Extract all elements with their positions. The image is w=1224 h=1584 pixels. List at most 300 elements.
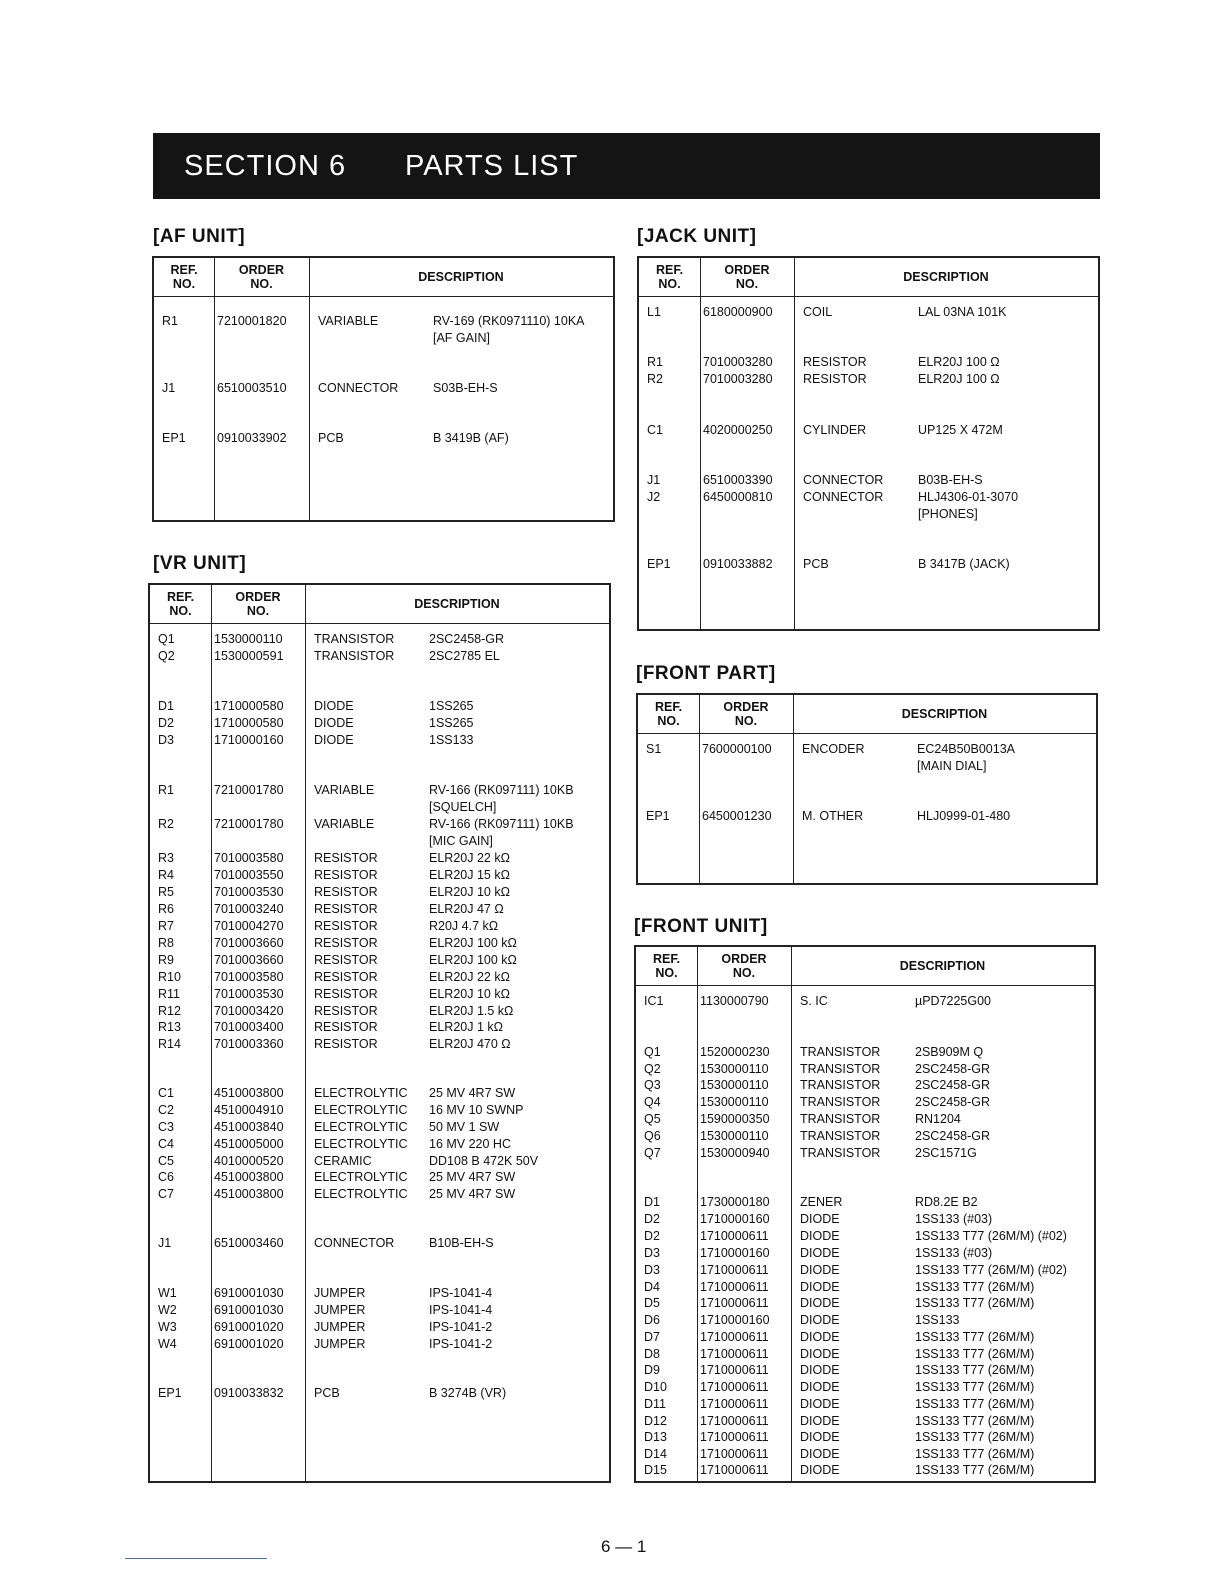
ref-cell: R6 — [158, 902, 174, 916]
order-cell: 7010003400 — [214, 1020, 284, 1034]
order-cell: 6910001030 — [214, 1303, 284, 1317]
table-row — [150, 850, 609, 867]
type-cell: CONNECTOR — [318, 381, 399, 395]
table-row — [150, 1085, 609, 1102]
order-cell: 7010003660 — [214, 953, 284, 967]
description-header: DESCRIPTION — [903, 270, 989, 284]
spec-cell: 1SS133 T77 (26M/M) (#02) — [915, 1229, 1067, 1243]
ref-cell: Q6 — [644, 1129, 661, 1143]
spec-cell: HLJ4306-01-3070 — [918, 490, 1019, 504]
spec-cell: 25 MV 4R7 SW — [429, 1170, 516, 1184]
ref-cell: D15 — [644, 1463, 667, 1477]
spec-cell: ELR20J 100 Ω — [918, 372, 1000, 386]
table-row — [150, 1385, 609, 1402]
ref-cell: R1 — [162, 314, 178, 328]
spec-cell: B 3419B (AF) — [433, 431, 509, 445]
description-header: DESCRIPTION — [899, 959, 986, 973]
type-cell: TRANSISTOR — [800, 1062, 881, 1076]
table-row — [150, 1285, 609, 1302]
ref-cell: S1 — [646, 742, 662, 756]
table-row — [636, 1362, 1094, 1379]
ref-cell: D2 — [644, 1212, 660, 1226]
spec-cell: ELR20J 100 kΩ — [429, 936, 517, 950]
spec-cell: 50 MV 1 SW — [429, 1120, 500, 1134]
table-row — [636, 1312, 1094, 1329]
table-row — [639, 371, 1098, 388]
type-cell: CONNECTOR — [803, 490, 884, 504]
table-row — [636, 1128, 1094, 1145]
spec-cell: 16 MV 220 HC — [429, 1137, 511, 1151]
ref-cell: C7 — [158, 1187, 174, 1201]
order-cell: 1710000160 — [214, 733, 284, 747]
order-cell: 7010003240 — [214, 902, 284, 916]
order-cell: 1520000230 — [700, 1045, 770, 1059]
table-row — [150, 631, 609, 648]
header-divider — [638, 733, 1096, 734]
row-note: [AF GAIN] — [433, 331, 490, 345]
ref-cell: R7 — [158, 919, 174, 933]
ref-cell: Q2 — [644, 1062, 661, 1076]
type-cell: TRANSISTOR — [800, 1112, 881, 1126]
spec-cell: ELR20J 47 Ω — [429, 902, 504, 916]
ref-header — [150, 590, 211, 618]
type-cell: ELECTROLYTIC — [314, 1187, 408, 1201]
table-row — [150, 952, 609, 969]
table-row — [150, 1186, 609, 1203]
vr-unit-table — [148, 583, 611, 1483]
order-cell: 1530000110 — [700, 1095, 769, 1109]
table-row — [150, 732, 609, 749]
order-cell: 1710000611 — [700, 1430, 769, 1444]
type-cell: RESISTOR — [803, 355, 867, 369]
table-row — [150, 1136, 609, 1153]
ref-cell: W1 — [158, 1286, 177, 1300]
type-cell: ELECTROLYTIC — [314, 1170, 408, 1184]
spec-cell: 2SC2458-GR — [915, 1095, 991, 1109]
spec-cell: ELR20J 22 kΩ — [429, 970, 510, 984]
order-header-line2: NO. — [732, 966, 756, 980]
table-row — [636, 1211, 1094, 1228]
ref-cell: C1 — [647, 423, 663, 437]
table-row — [636, 1145, 1094, 1162]
ref-cell: D5 — [644, 1296, 660, 1310]
order-cell: 7010003580 — [214, 970, 284, 984]
ref-cell: D7 — [644, 1330, 660, 1344]
type-cell: RESISTOR — [314, 1037, 378, 1051]
section-banner — [153, 133, 1100, 199]
type-cell: RESISTOR — [314, 919, 378, 933]
order-header-line1: ORDER — [235, 590, 281, 604]
spec-cell: 25 MV 4R7 SW — [429, 1086, 516, 1100]
order-cell: 7010003660 — [214, 936, 284, 950]
spec-cell: B 3274B (VR) — [429, 1386, 507, 1400]
type-cell: CONNECTOR — [803, 473, 884, 487]
table-row — [636, 1094, 1094, 1111]
ref-cell: R2 — [158, 817, 174, 831]
spec-cell: R20J 4.7 kΩ — [429, 919, 499, 933]
table-row — [150, 715, 609, 732]
order-cell: 7010003580 — [214, 851, 284, 865]
ref-cell: R1 — [647, 355, 663, 369]
table-row — [636, 1429, 1094, 1446]
type-cell: RESISTOR — [314, 970, 378, 984]
table-row — [639, 422, 1098, 439]
type-cell: ELECTROLYTIC — [314, 1103, 408, 1117]
table-row — [150, 1102, 609, 1119]
ref-cell: C6 — [158, 1170, 174, 1184]
type-cell: PCB — [318, 431, 344, 445]
table-row — [150, 1153, 609, 1170]
ref-cell: C4 — [158, 1137, 174, 1151]
order-cell: 6510003460 — [214, 1236, 284, 1250]
order-cell: 7010003550 — [214, 868, 284, 882]
description-header: DESCRIPTION — [418, 270, 504, 284]
type-cell: TRANSISTOR — [800, 1045, 881, 1059]
order-cell: 1710000611 — [700, 1330, 769, 1344]
type-cell: RESISTOR — [803, 372, 867, 386]
ref-cell: W3 — [158, 1320, 177, 1334]
ref-header-line1: REF. — [654, 700, 683, 714]
type-cell: CYLINDER — [803, 423, 867, 437]
order-header-line2: NO. — [250, 277, 273, 291]
order-cell: 0910033882 — [703, 557, 773, 571]
table-row — [639, 556, 1098, 573]
ref-cell: EP1 — [158, 1386, 182, 1400]
type-cell: DIODE — [800, 1280, 840, 1294]
table-row — [636, 993, 1094, 1010]
type-cell: DIODE — [800, 1296, 840, 1310]
spec-cell: LAL 03NA 101K — [918, 305, 1007, 319]
spec-cell: 2SC2458-GR — [915, 1129, 991, 1143]
ref-header-line2: NO. — [655, 966, 678, 980]
table-row — [636, 1462, 1094, 1479]
type-cell: RESISTOR — [314, 868, 378, 882]
spec-cell: 1SS133 — [429, 733, 474, 747]
table-row — [154, 313, 613, 330]
type-cell: RESISTOR — [314, 936, 378, 950]
column-divider — [793, 695, 794, 883]
ref-cell: R10 — [158, 970, 181, 984]
spec-cell: 1SS133 T77 (26M/M) — [915, 1380, 1035, 1394]
jack-unit-table — [637, 256, 1100, 631]
ref-cell: D4 — [644, 1280, 660, 1294]
ref-cell: R8 — [158, 936, 174, 950]
spec-cell: RV-166 (RK097111) 10KB — [429, 817, 574, 831]
af-unit-title: [AF UNIT] — [153, 226, 246, 247]
spec-cell: 1SS133 T77 (26M/M) — [915, 1463, 1035, 1477]
table-row — [636, 1077, 1094, 1094]
table-row — [150, 918, 609, 935]
ref-cell: D12 — [644, 1414, 667, 1428]
order-cell: 1710000611 — [700, 1347, 769, 1361]
table-row — [150, 1319, 609, 1336]
order-header — [699, 700, 793, 728]
table-row — [150, 1036, 609, 1053]
spec-cell: B10B-EH-S — [429, 1236, 494, 1250]
table-row — [636, 1245, 1094, 1262]
spec-cell: IPS-1041-4 — [429, 1286, 493, 1300]
spec-cell: 1SS133 T77 (26M/M) — [915, 1347, 1035, 1361]
table-row — [639, 304, 1098, 321]
af-unit-table — [152, 256, 615, 522]
header-divider — [150, 623, 609, 624]
table-row — [639, 489, 1098, 506]
spec-cell: 1SS133 — [915, 1313, 960, 1327]
spec-cell: 25 MV 4R7 SW — [429, 1187, 516, 1201]
order-cell: 1590000350 — [700, 1112, 770, 1126]
table-row — [636, 1279, 1094, 1296]
type-cell: DIODE — [800, 1263, 840, 1277]
type-cell: ENCODER — [802, 742, 865, 756]
type-cell: DIODE — [800, 1397, 840, 1411]
type-cell: DIODE — [800, 1463, 840, 1477]
order-cell: 1710000611 — [700, 1447, 769, 1461]
spec-cell: B03B-EH-S — [918, 473, 983, 487]
order-cell: 7210001780 — [214, 817, 284, 831]
page-title: PARTS LIST — [405, 150, 579, 182]
table-row — [636, 1295, 1094, 1312]
spec-cell: 1SS133 (#03) — [915, 1246, 993, 1260]
table-row — [638, 808, 1096, 825]
type-cell: VARIABLE — [314, 783, 375, 797]
ref-cell: J1 — [162, 381, 176, 395]
ref-cell: R9 — [158, 953, 174, 967]
order-cell: 1710000160 — [700, 1246, 770, 1260]
front-part-title: [FRONT PART] — [636, 663, 776, 684]
spec-cell: IPS-1041-2 — [429, 1337, 493, 1351]
table-row — [636, 1413, 1094, 1430]
type-cell: ELECTROLYTIC — [314, 1137, 408, 1151]
page-number: 6 — 1 — [601, 1537, 647, 1556]
spec-cell: ELR20J 15 kΩ — [429, 868, 510, 882]
type-cell: CERAMIC — [314, 1154, 372, 1168]
spec-cell: IPS-1041-4 — [429, 1303, 493, 1317]
spec-cell: 1SS133 T77 (26M/M) — [915, 1363, 1035, 1377]
header-divider — [636, 985, 1094, 986]
type-cell: M. OTHER — [802, 809, 864, 823]
section-number: SECTION 6 — [184, 150, 347, 182]
order-cell: 7010003530 — [214, 885, 284, 899]
type-cell: DIODE — [800, 1313, 840, 1327]
order-cell: 7010003280 — [703, 355, 773, 369]
order-cell: 1710000160 — [700, 1212, 770, 1226]
table-row — [636, 1228, 1094, 1245]
table-row — [636, 1061, 1094, 1078]
type-cell: RESISTOR — [314, 902, 378, 916]
type-cell: TRANSISTOR — [314, 649, 395, 663]
order-header — [211, 590, 305, 618]
order-cell: 4510004910 — [214, 1103, 284, 1117]
order-cell: 1530000110 — [700, 1129, 769, 1143]
table-row — [150, 648, 609, 665]
order-cell: 6180000900 — [703, 305, 773, 319]
ref-header-line2: NO. — [172, 277, 196, 291]
spec-cell: 2SC1571G — [915, 1146, 977, 1160]
front-unit-table — [634, 945, 1096, 1483]
spec-cell: ELR20J 1 kΩ — [429, 1020, 503, 1034]
type-cell: VARIABLE — [318, 314, 379, 328]
type-cell: JUMPER — [314, 1320, 366, 1334]
type-cell: DIODE — [800, 1229, 840, 1243]
order-cell: 1710000611 — [700, 1280, 769, 1294]
ref-cell: Q2 — [158, 649, 175, 663]
ref-header-line1: REF. — [166, 590, 195, 604]
spec-cell: 1SS133 T77 (26M/M) — [915, 1280, 1035, 1294]
header-divider — [154, 296, 613, 297]
ref-cell: C2 — [158, 1103, 174, 1117]
ref-cell: R1 — [158, 783, 174, 797]
row-note: [PHONES] — [918, 507, 978, 521]
spec-cell: EC24B50B0013A — [917, 742, 1015, 756]
spec-cell: RD8.2E B2 — [915, 1195, 978, 1209]
order-cell: 6510003390 — [703, 473, 773, 487]
table-row — [636, 1111, 1094, 1128]
order-cell: 1710000611 — [700, 1380, 769, 1394]
order-cell: 4020000250 — [703, 423, 773, 437]
type-cell: DIODE — [800, 1380, 840, 1394]
ref-cell: D6 — [644, 1313, 660, 1327]
spec-cell: S03B-EH-S — [433, 381, 498, 395]
table-row — [150, 1119, 609, 1136]
ref-header — [154, 263, 214, 291]
type-cell: RESISTOR — [314, 1004, 378, 1018]
order-cell: 1730000180 — [700, 1195, 770, 1209]
type-cell: DIODE — [800, 1212, 840, 1226]
ref-cell: L1 — [647, 305, 661, 319]
ref-cell: W2 — [158, 1303, 177, 1317]
type-cell: CONNECTOR — [314, 1236, 395, 1250]
order-cell: 1710000611 — [700, 1229, 769, 1243]
spec-cell: DD108 B 472K 50V — [429, 1154, 539, 1168]
type-cell: JUMPER — [314, 1337, 366, 1351]
ref-cell: Q7 — [644, 1146, 661, 1160]
ref-cell: D3 — [644, 1246, 660, 1260]
ref-header-line2: NO. — [657, 714, 680, 728]
order-cell: 1130000790 — [700, 994, 769, 1008]
table-row — [636, 1329, 1094, 1346]
spec-cell: 2SC2458-GR — [915, 1078, 991, 1092]
table-row — [639, 354, 1098, 371]
type-cell: S. IC — [800, 994, 828, 1008]
table-row — [636, 1346, 1094, 1363]
order-cell: 1530000110 — [700, 1062, 769, 1076]
ref-cell: J1 — [158, 1236, 172, 1250]
order-header — [700, 263, 794, 291]
table-row — [150, 1336, 609, 1353]
ref-cell: D14 — [644, 1447, 667, 1461]
ref-cell: EP1 — [162, 431, 186, 445]
type-cell: VARIABLE — [314, 817, 375, 831]
ref-cell: IC1 — [644, 994, 664, 1008]
ref-cell: Q1 — [158, 632, 175, 646]
table-row — [636, 1262, 1094, 1279]
header-divider — [639, 296, 1098, 297]
row-note: [SQUELCH] — [429, 800, 497, 814]
spec-cell: µPD7225G00 — [915, 994, 992, 1008]
spec-cell: 1SS133 T77 (26M/M) — [915, 1330, 1035, 1344]
table-row — [150, 901, 609, 918]
spec-cell: 1SS265 — [429, 699, 474, 713]
type-cell: DIODE — [314, 716, 354, 730]
order-cell: 4510005000 — [214, 1137, 284, 1151]
ref-header — [636, 952, 697, 980]
type-cell: COIL — [803, 305, 833, 319]
ref-cell: D1 — [644, 1195, 660, 1209]
table-row — [150, 698, 609, 715]
spec-cell: 1SS133 (#03) — [915, 1212, 993, 1226]
table-row — [636, 1044, 1094, 1061]
order-cell: 4510003840 — [214, 1120, 284, 1134]
order-cell: 4010000520 — [214, 1154, 284, 1168]
table-row — [150, 1019, 609, 1036]
ref-cell: C1 — [158, 1086, 174, 1100]
type-cell: RESISTOR — [314, 953, 378, 967]
table-row — [154, 380, 613, 397]
ref-header — [639, 263, 700, 291]
ref-cell: R14 — [158, 1037, 181, 1051]
ref-cell: D11 — [644, 1397, 667, 1411]
type-cell: JUMPER — [314, 1286, 366, 1300]
table-row — [639, 472, 1098, 489]
spec-cell: 1SS133 T77 (26M/M) — [915, 1414, 1035, 1428]
ref-cell: R2 — [647, 372, 663, 386]
ref-cell: R4 — [158, 868, 174, 882]
order-cell: 4510003800 — [214, 1086, 284, 1100]
type-cell: TRANSISTOR — [800, 1146, 881, 1160]
spec-cell: UP125 X 472M — [918, 423, 1003, 437]
spec-cell: ELR20J 10 kΩ — [429, 987, 510, 1001]
order-cell: 1710000611 — [700, 1263, 769, 1277]
ref-cell: Q4 — [644, 1095, 661, 1109]
order-header — [214, 263, 309, 291]
ref-header-line1: REF. — [170, 263, 198, 277]
type-cell: RESISTOR — [314, 851, 378, 865]
ref-cell: D2 — [158, 716, 174, 730]
ref-cell: J2 — [647, 490, 661, 504]
spec-cell: 1SS265 — [429, 716, 474, 730]
type-cell: DIODE — [800, 1347, 840, 1361]
type-cell: DIODE — [800, 1430, 840, 1444]
order-header-line2: NO. — [734, 714, 758, 728]
footer-line — [125, 1558, 267, 1559]
ref-cell: R13 — [158, 1020, 181, 1034]
spec-cell: 2SC2458-GR — [915, 1062, 991, 1076]
table-row — [150, 816, 609, 833]
spec-cell: RN1204 — [915, 1112, 961, 1126]
spec-cell: ELR20J 100 kΩ — [429, 953, 517, 967]
spec-cell: ELR20J 10 kΩ — [429, 885, 510, 899]
ref-cell: D3 — [158, 733, 174, 747]
row-note: [MIC GAIN] — [429, 834, 493, 848]
table-row — [150, 986, 609, 1003]
vr-unit-title: [VR UNIT] — [153, 553, 247, 574]
order-header — [697, 952, 791, 980]
type-cell: JUMPER — [314, 1303, 366, 1317]
spec-cell: RV-166 (RK097111) 10KB — [429, 783, 574, 797]
table-row — [150, 1235, 609, 1252]
type-cell: TRANSISTOR — [800, 1129, 881, 1143]
order-cell: 6910001020 — [214, 1337, 284, 1351]
ref-cell: R5 — [158, 885, 174, 899]
order-cell: 1710000611 — [700, 1463, 769, 1477]
order-cell: 1710000611 — [700, 1296, 769, 1310]
ref-cell: J1 — [647, 473, 661, 487]
type-cell: DIODE — [800, 1363, 840, 1377]
type-cell: TRANSISTOR — [314, 632, 395, 646]
spec-cell: 1SS133 T77 (26M/M) — [915, 1430, 1035, 1444]
type-cell: ELECTROLYTIC — [314, 1120, 408, 1134]
order-cell: 1710000611 — [700, 1363, 769, 1377]
